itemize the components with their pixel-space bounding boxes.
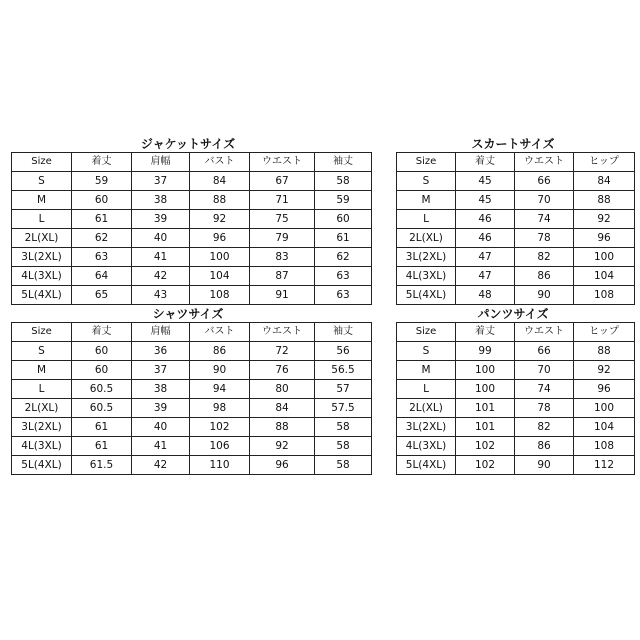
measurement-cell: 96 bbox=[250, 456, 315, 475]
measurement-cell: 102 bbox=[456, 456, 515, 475]
measurement-cell: 96 bbox=[574, 229, 635, 248]
column-header: ヒップ bbox=[574, 323, 635, 342]
table-row bbox=[12, 248, 372, 267]
measurement-cell: 58 bbox=[315, 172, 372, 191]
measurement-cell: 88 bbox=[190, 191, 250, 210]
column-header: Size bbox=[397, 153, 456, 172]
measurement-cell: 59 bbox=[315, 191, 372, 210]
column-header: 着丈 bbox=[456, 323, 515, 342]
measurement-cell: 56 bbox=[315, 342, 372, 361]
size-label-cell: L bbox=[12, 210, 72, 229]
table-row bbox=[397, 437, 635, 456]
table-row bbox=[397, 172, 635, 191]
measurement-cell: 43 bbox=[132, 286, 190, 305]
measurement-cell: 80 bbox=[250, 380, 315, 399]
table-row bbox=[12, 267, 372, 286]
column-header: 袖丈 bbox=[315, 153, 372, 172]
table-row bbox=[397, 267, 635, 286]
measurement-cell: 78 bbox=[515, 399, 574, 418]
column-header: バスト bbox=[190, 323, 250, 342]
measurement-cell: 104 bbox=[574, 418, 635, 437]
measurement-cell: 86 bbox=[190, 342, 250, 361]
measurement-cell: 92 bbox=[574, 361, 635, 380]
size-label-cell: 5L(4XL) bbox=[397, 456, 456, 475]
table-row bbox=[12, 229, 372, 248]
jacket-size-chart bbox=[11, 136, 372, 305]
measurement-cell: 100 bbox=[456, 380, 515, 399]
skirt-size-chart bbox=[396, 136, 635, 305]
column-header: ウエスト bbox=[250, 153, 315, 172]
measurement-cell: 62 bbox=[72, 229, 132, 248]
measurement-cell: 36 bbox=[132, 342, 190, 361]
measurement-cell: 41 bbox=[132, 248, 190, 267]
measurement-cell: 112 bbox=[574, 456, 635, 475]
measurement-cell: 87 bbox=[250, 267, 315, 286]
measurement-cell: 37 bbox=[132, 172, 190, 191]
size-label-cell: M bbox=[12, 361, 72, 380]
size-label-cell: 2L(XL) bbox=[397, 229, 456, 248]
size-label-cell: M bbox=[12, 191, 72, 210]
column-header: 袖丈 bbox=[315, 323, 372, 342]
column-header: 着丈 bbox=[72, 323, 132, 342]
size-label-cell: 3L(2XL) bbox=[397, 418, 456, 437]
measurement-cell: 99 bbox=[456, 342, 515, 361]
measurement-cell: 39 bbox=[132, 210, 190, 229]
column-header: ヒップ bbox=[574, 153, 635, 172]
measurement-cell: 70 bbox=[515, 191, 574, 210]
measurement-cell: 40 bbox=[132, 229, 190, 248]
column-header: ウエスト bbox=[250, 323, 315, 342]
measurement-cell: 63 bbox=[315, 267, 372, 286]
measurement-cell: 60 bbox=[315, 210, 372, 229]
measurement-cell: 104 bbox=[190, 267, 250, 286]
measurement-cell: 42 bbox=[132, 267, 190, 286]
size-label-cell: 2L(XL) bbox=[12, 399, 72, 418]
size-label-cell: S bbox=[12, 172, 72, 191]
measurement-cell: 110 bbox=[190, 456, 250, 475]
measurement-cell: 90 bbox=[515, 286, 574, 305]
measurement-cell: 48 bbox=[456, 286, 515, 305]
measurement-cell: 88 bbox=[574, 191, 635, 210]
measurement-cell: 61 bbox=[72, 210, 132, 229]
measurement-cell: 101 bbox=[456, 418, 515, 437]
jacket-size-table bbox=[11, 152, 372, 305]
measurement-cell: 64 bbox=[72, 267, 132, 286]
size-label-cell: S bbox=[397, 172, 456, 191]
measurement-cell: 65 bbox=[72, 286, 132, 305]
table-row bbox=[397, 399, 635, 418]
table-header-row bbox=[397, 153, 635, 172]
table-row bbox=[397, 342, 635, 361]
size-label-cell: 5L(4XL) bbox=[12, 456, 72, 475]
column-header: 着丈 bbox=[72, 153, 132, 172]
measurement-cell: 84 bbox=[250, 399, 315, 418]
measurement-cell: 100 bbox=[456, 361, 515, 380]
measurement-cell: 91 bbox=[250, 286, 315, 305]
measurement-cell: 74 bbox=[515, 380, 574, 399]
table-row bbox=[12, 361, 372, 380]
size-label-cell: 2L(XL) bbox=[12, 229, 72, 248]
measurement-cell: 61 bbox=[72, 437, 132, 456]
size-label-cell: S bbox=[397, 342, 456, 361]
measurement-cell: 92 bbox=[574, 210, 635, 229]
measurement-cell: 90 bbox=[190, 361, 250, 380]
column-header: 肩幅 bbox=[132, 153, 190, 172]
measurement-cell: 61 bbox=[72, 418, 132, 437]
size-label-cell: 4L(3XL) bbox=[397, 267, 456, 286]
table-row bbox=[12, 286, 372, 305]
measurement-cell: 46 bbox=[456, 210, 515, 229]
table-row bbox=[12, 191, 372, 210]
measurement-cell: 74 bbox=[515, 210, 574, 229]
measurement-cell: 88 bbox=[574, 342, 635, 361]
table-row bbox=[12, 210, 372, 229]
table-row bbox=[12, 456, 372, 475]
table-row bbox=[12, 437, 372, 456]
size-label-cell: L bbox=[12, 380, 72, 399]
measurement-cell: 82 bbox=[515, 418, 574, 437]
measurement-cell: 58 bbox=[315, 418, 372, 437]
column-header: バスト bbox=[190, 153, 250, 172]
table-row bbox=[12, 172, 372, 191]
measurement-cell: 45 bbox=[456, 172, 515, 191]
measurement-cell: 63 bbox=[315, 286, 372, 305]
table-row bbox=[397, 248, 635, 267]
measurement-cell: 75 bbox=[250, 210, 315, 229]
measurement-cell: 66 bbox=[515, 342, 574, 361]
measurement-cell: 82 bbox=[515, 248, 574, 267]
column-header: 肩幅 bbox=[132, 323, 190, 342]
measurement-cell: 61.5 bbox=[72, 456, 132, 475]
measurement-cell: 57.5 bbox=[315, 399, 372, 418]
measurement-cell: 41 bbox=[132, 437, 190, 456]
measurement-cell: 100 bbox=[190, 248, 250, 267]
measurement-cell: 102 bbox=[190, 418, 250, 437]
measurement-cell: 84 bbox=[574, 172, 635, 191]
table-header-row bbox=[12, 323, 372, 342]
measurement-cell: 45 bbox=[456, 191, 515, 210]
measurement-cell: 39 bbox=[132, 399, 190, 418]
table-row bbox=[397, 456, 635, 475]
measurement-cell: 104 bbox=[574, 267, 635, 286]
table-row bbox=[12, 380, 372, 399]
size-label-cell: L bbox=[397, 210, 456, 229]
size-label-cell: L bbox=[397, 380, 456, 399]
measurement-cell: 60 bbox=[72, 191, 132, 210]
measurement-cell: 56.5 bbox=[315, 361, 372, 380]
measurement-cell: 60.5 bbox=[72, 380, 132, 399]
column-header: ウエスト bbox=[515, 323, 574, 342]
table-row bbox=[397, 418, 635, 437]
measurement-cell: 47 bbox=[456, 267, 515, 286]
size-label-cell: M bbox=[397, 191, 456, 210]
measurement-cell: 78 bbox=[515, 229, 574, 248]
measurement-cell: 70 bbox=[515, 361, 574, 380]
size-label-cell: 4L(3XL) bbox=[397, 437, 456, 456]
size-label-cell: S bbox=[12, 342, 72, 361]
measurement-cell: 96 bbox=[190, 229, 250, 248]
measurement-cell: 94 bbox=[190, 380, 250, 399]
pants-size-table bbox=[396, 322, 635, 475]
column-header: ウエスト bbox=[515, 153, 574, 172]
measurement-cell: 92 bbox=[190, 210, 250, 229]
table-row bbox=[397, 191, 635, 210]
table-header-row bbox=[397, 323, 635, 342]
measurement-cell: 60 bbox=[72, 361, 132, 380]
measurement-cell: 84 bbox=[190, 172, 250, 191]
table-row bbox=[12, 342, 372, 361]
measurement-cell: 96 bbox=[574, 380, 635, 399]
table-row bbox=[397, 380, 635, 399]
size-label-cell: 3L(2XL) bbox=[12, 418, 72, 437]
measurement-cell: 100 bbox=[574, 248, 635, 267]
measurement-cell: 86 bbox=[515, 437, 574, 456]
size-label-cell: 4L(3XL) bbox=[12, 437, 72, 456]
measurement-cell: 86 bbox=[515, 267, 574, 286]
measurement-cell: 102 bbox=[456, 437, 515, 456]
measurement-cell: 67 bbox=[250, 172, 315, 191]
measurement-cell: 83 bbox=[250, 248, 315, 267]
measurement-cell: 63 bbox=[72, 248, 132, 267]
measurement-cell: 76 bbox=[250, 361, 315, 380]
measurement-cell: 66 bbox=[515, 172, 574, 191]
table-row bbox=[397, 286, 635, 305]
size-label-cell: 2L(XL) bbox=[397, 399, 456, 418]
table-row bbox=[397, 229, 635, 248]
measurement-cell: 92 bbox=[250, 437, 315, 456]
measurement-cell: 40 bbox=[132, 418, 190, 437]
measurement-cell: 57 bbox=[315, 380, 372, 399]
measurement-cell: 98 bbox=[190, 399, 250, 418]
measurement-cell: 42 bbox=[132, 456, 190, 475]
measurement-cell: 60 bbox=[72, 342, 132, 361]
measurement-cell: 61 bbox=[315, 229, 372, 248]
shirt-size-chart bbox=[11, 306, 372, 475]
table-row bbox=[397, 210, 635, 229]
measurement-cell: 108 bbox=[574, 286, 635, 305]
measurement-cell: 72 bbox=[250, 342, 315, 361]
skirt-chart-title: スカートサイズ bbox=[471, 137, 555, 151]
measurement-cell: 108 bbox=[190, 286, 250, 305]
measurement-cell: 58 bbox=[315, 456, 372, 475]
pants-chart-title: パンツサイズ bbox=[477, 307, 549, 321]
column-header: Size bbox=[12, 323, 72, 342]
table-row bbox=[12, 418, 372, 437]
size-label-cell: 3L(2XL) bbox=[397, 248, 456, 267]
column-header: 着丈 bbox=[456, 153, 515, 172]
measurement-cell: 79 bbox=[250, 229, 315, 248]
measurement-cell: 47 bbox=[456, 248, 515, 267]
table-row bbox=[12, 399, 372, 418]
measurement-cell: 59 bbox=[72, 172, 132, 191]
pants-size-chart bbox=[396, 306, 635, 475]
measurement-cell: 62 bbox=[315, 248, 372, 267]
measurement-cell: 108 bbox=[574, 437, 635, 456]
measurement-cell: 46 bbox=[456, 229, 515, 248]
measurement-cell: 38 bbox=[132, 380, 190, 399]
measurement-cell: 60.5 bbox=[72, 399, 132, 418]
measurement-cell: 100 bbox=[574, 399, 635, 418]
shirt-size-table bbox=[11, 322, 372, 475]
size-label-cell: M bbox=[397, 361, 456, 380]
measurement-cell: 71 bbox=[250, 191, 315, 210]
measurement-cell: 58 bbox=[315, 437, 372, 456]
measurement-cell: 90 bbox=[515, 456, 574, 475]
size-label-cell: 5L(4XL) bbox=[397, 286, 456, 305]
size-label-cell: 4L(3XL) bbox=[12, 267, 72, 286]
measurement-cell: 37 bbox=[132, 361, 190, 380]
jacket-chart-title: ジャケットサイズ bbox=[140, 137, 236, 151]
table-row bbox=[397, 361, 635, 380]
measurement-cell: 38 bbox=[132, 191, 190, 210]
skirt-size-table bbox=[396, 152, 635, 305]
measurement-cell: 106 bbox=[190, 437, 250, 456]
shirt-chart-title: シャツサイズ bbox=[152, 307, 224, 321]
measurement-cell: 88 bbox=[250, 418, 315, 437]
table-header-row bbox=[12, 153, 372, 172]
column-header: Size bbox=[12, 153, 72, 172]
measurement-cell: 101 bbox=[456, 399, 515, 418]
size-label-cell: 3L(2XL) bbox=[12, 248, 72, 267]
column-header: Size bbox=[397, 323, 456, 342]
size-label-cell: 5L(4XL) bbox=[12, 286, 72, 305]
